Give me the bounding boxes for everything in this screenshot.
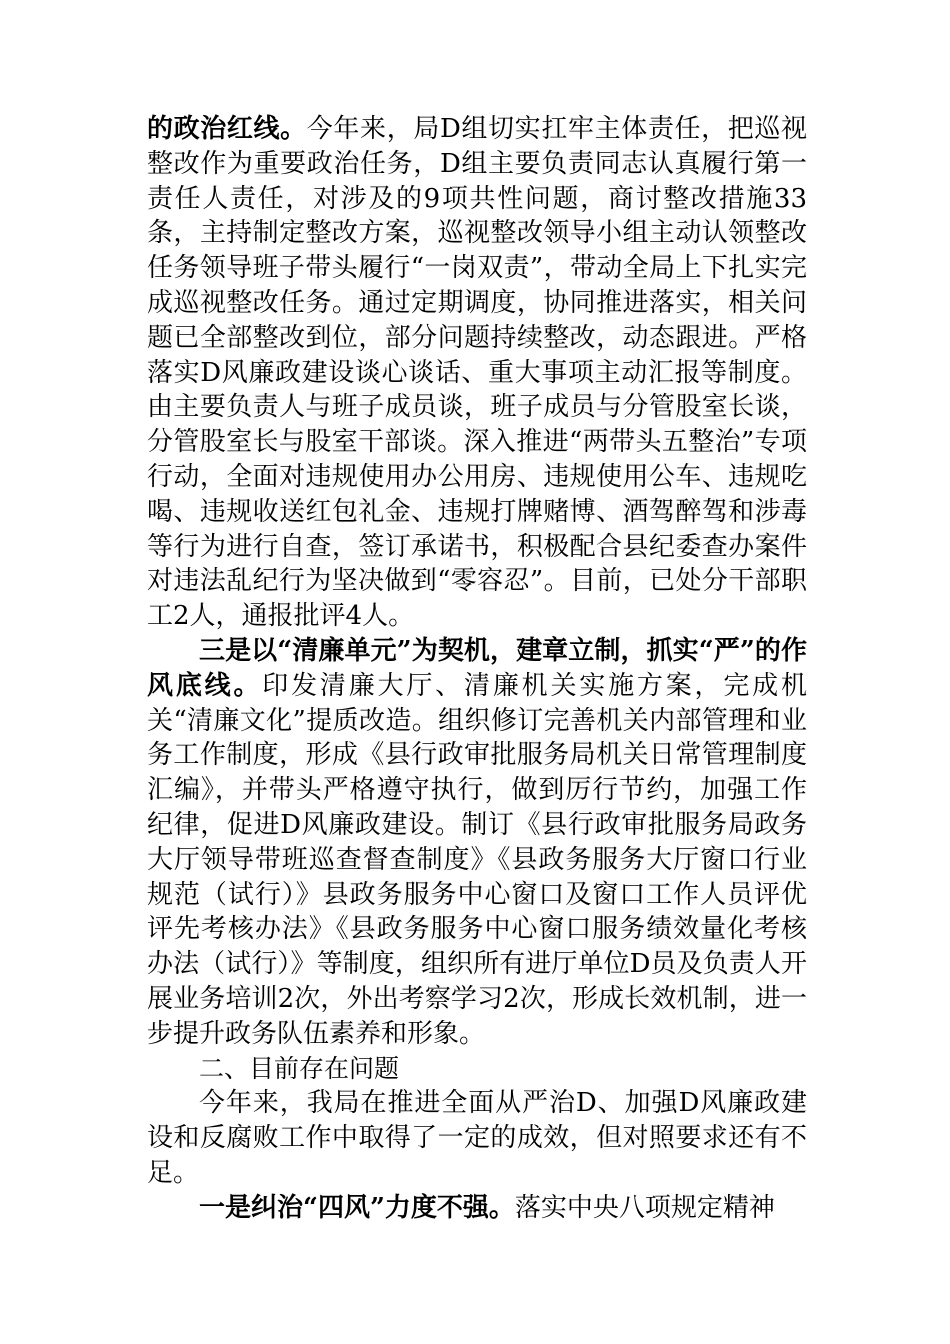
section-heading: 二、目前存在问题	[199, 1053, 400, 1083]
paragraph-lead: 三是以“清廉单元”为契机，建章立制，抓实“严”的作风底线。	[147, 635, 807, 701]
document-page	[147, 112, 807, 1226]
paragraph-political-redline	[147, 112, 807, 634]
paragraph-body: 今年来，局D组切实扛牢主体责任，把巡视整改作为重要政治任务，D组主要负责同志认真履行第一责任人责任，对涉及的9项共性问题，商讨整改措施33条，主持制定整改方案，巡视整改领导小组主动认领整改任务领导班子带头履行“一岗双责”，带动全局上下扎实完成巡视整改任务。通过定期调度，协同推进落实，相关问题已全部整改到位，部分问题持续整改，动态跟进。严格落实D风廉政建设谈心谈话、重大事项主动汇报等制度。由主要负责人与班子成员谈，班子成员与分管股室长谈，分管股室长与股室干部谈。深入推进“两带头五整治”专项行动，全面对违规使用办公用房、违规使用公车、违规吃喝、违规收送红包礼金、违规打牌赌博、酒驾醉驾和涉毒等行为进行自查，签订承诺书，积极配合县纪委查办案件对违法乱纪行为坚决做到“零容忍”。目前，已处分干部职工2人，通报批评4人。	[147, 114, 807, 632]
paragraph-clean-unit	[147, 634, 807, 1052]
paragraph-lead: 一是纠治“四风”力度不强。	[199, 1192, 515, 1223]
paragraph-body: 落实中央八项规定精神	[514, 1192, 775, 1223]
paragraph-body: 印发清廉大厅、清廉机关实施方案，完成机关“清廉文化”提质改造。组织修订完善机关内部管理和业务工作制度，形成《县行政审批服务局机关日常管理制度汇编》，并带头严格遵守执行，做到厉行节约，加强工作纪律，促进D风廉政建设。制订《县行政审批服务局政务大厅领导带班巡查督查制度》《县政务服务大厅窗口行业规范（试行）》县政务服务中心窗口及窗口工作人员评优评先考核办法》《县政务服务中心窗口服务绩效量化考核办法（试行）》等制度，组织所有进厅单位D员及负责人开展业务培训2次，外出考察学习2次，形成长效机制，进一步提升政务队伍素养和形象。	[147, 670, 807, 1049]
paragraph-four-winds	[147, 1191, 807, 1226]
paragraph-lead: 的政治红线。	[147, 114, 307, 144]
paragraph-intro: 今年来，我局在推进全面从严治D、加强D风廉政建设和反腐败工作中取得了一定的成效，但对照要求还有不足。	[147, 1088, 807, 1188]
